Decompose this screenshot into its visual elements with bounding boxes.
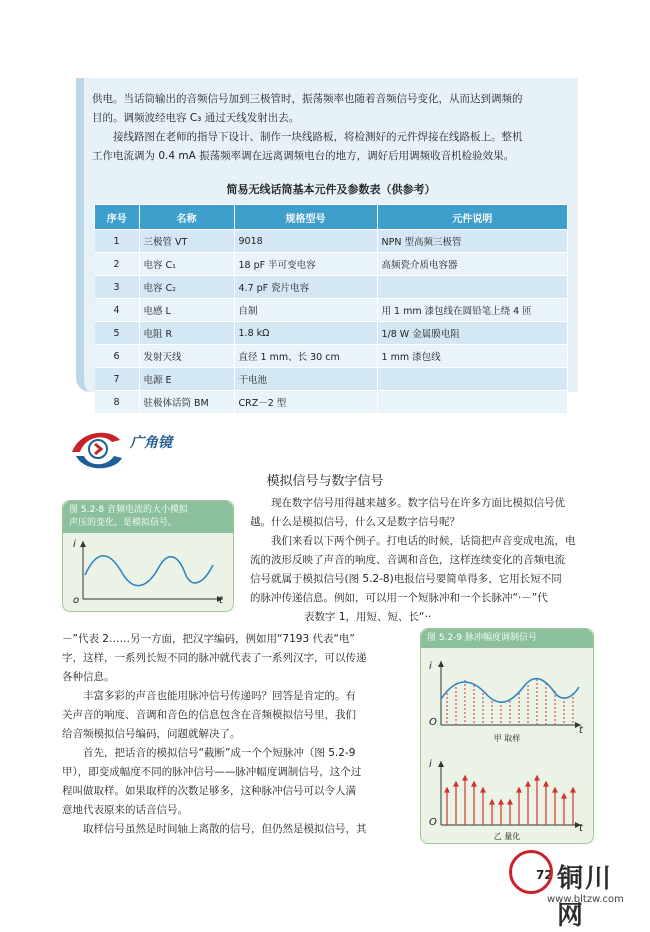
table-cell: 1 (95, 230, 140, 253)
text-line: 意地代表原来的话音信号。 (62, 804, 188, 816)
text-line: 甲），即变成幅度不同的脉冲信号——脉冲幅度调制信号，这个过 (62, 766, 362, 778)
origin-label: o (73, 595, 80, 606)
caption-line: 图 5.2-8 音频电流的大小模拟 (69, 505, 189, 515)
table-caption: 简易无线话筒基本元件及参数表（供参考） (226, 183, 436, 196)
text-line: 我们来看以下两个例子。打电话的时候，话筒把声音变成电流，电 (250, 535, 576, 547)
section-title: 模拟信号与数字信号 (266, 474, 384, 489)
table-cell: 7 (95, 368, 140, 391)
text-line: 的脉冲传递信息。例如，可以用一个短脉冲和一个长脉冲“·－”代 (250, 592, 548, 604)
figure-5-2-9 (420, 628, 594, 844)
table-cell: 电感 L (139, 299, 234, 322)
text-line: 程叫做取样。如果取样的次数足够多，这种脉冲信号可以令人满 (62, 785, 356, 797)
table-cell: 8 (95, 391, 140, 414)
origin-label: O (429, 717, 437, 728)
parts-table (94, 204, 568, 414)
table-row (95, 253, 568, 276)
text-line: 首先，把话音的模拟信号“截断”成一个个短脉冲（图 5.2-9 (62, 747, 356, 759)
text-line: 丰富多彩的声音也能用脉冲信号传递吗？回答是肯定的。有 (62, 690, 356, 702)
table-cell: 电源 E (139, 368, 234, 391)
sample-arrowhead (544, 782, 548, 786)
table-cell: 干电池 (234, 368, 377, 391)
text-line: －”代表 2……另一方面，把汉字编码，例如用“7193 代表“电” (62, 633, 355, 645)
body-text-left (62, 630, 407, 839)
table-cell: 4.7 pF 瓷片电容 (234, 276, 377, 299)
watermark-logo-icon (509, 850, 553, 894)
table-cell: 三极管 VT (139, 230, 234, 253)
text-line: 现在数字信号用得越来越多。数字信号在许多方面比模拟信号优 (250, 497, 565, 509)
intro-paragraph (92, 90, 572, 166)
x-axis-label: t (219, 595, 223, 606)
text-line: 各种信息。 (62, 671, 115, 683)
text-line: 供电。当话筒输出的音频信号加到三极管时，振荡频率也随着音频信号变化，从而达到调频的 (92, 93, 523, 105)
table-cell: 驻极体话筒 BM (139, 391, 234, 414)
sample-arrowhead (535, 776, 539, 780)
table-cell: 3 (95, 276, 140, 299)
table-cell (377, 368, 568, 391)
sample-arrowhead (517, 788, 521, 792)
table-cell (377, 276, 568, 299)
sample-arrowhead (562, 794, 566, 798)
sample-arrowhead (571, 788, 575, 792)
sample-arrowhead (526, 782, 530, 786)
x-axis-label: t (579, 823, 583, 834)
table-cell: 直径 1 mm、长 30 cm (234, 345, 377, 368)
table-cell: 用 1 mm 漆包线在圆铅笔上绕 4 匝 (377, 299, 568, 322)
figure-caption: 图 5.2-9 脉冲幅度调制信号 (421, 629, 593, 648)
table-cell: NPN 型高频三极管 (377, 230, 568, 253)
table-row (95, 299, 568, 322)
table-row (95, 391, 568, 414)
table-header-row (95, 205, 568, 230)
table-cell: 4 (95, 299, 140, 322)
table-cell: 6 (95, 345, 140, 368)
sample-arrowhead (490, 800, 494, 804)
table-cell: 18 pF 半可变电容 (234, 253, 377, 276)
sample-arrowhead (454, 782, 458, 786)
sample-arrowhead (472, 782, 476, 786)
figure-caption (63, 501, 233, 533)
table-cell: 1/8 W 金属膜电阻 (377, 322, 568, 345)
sample-arrowhead (499, 800, 503, 804)
sample-arrowhead (553, 788, 557, 792)
text-line: 关声音的响度、音调和音色的信息包含在音频模拟信号里，我们 (62, 709, 356, 721)
table-cell: 2 (95, 253, 140, 276)
sample-arrowhead (445, 788, 449, 792)
pam-signal-plot (421, 649, 593, 843)
table-cell (377, 391, 568, 414)
table-cell: 发射天线 (139, 345, 234, 368)
col-header-index: 序号 (95, 205, 140, 230)
table-cell: 电容 C₂ (139, 276, 234, 299)
text-line: 取样信号虽然是时间轴上离散的信号，但仍然是模拟信号，其 (62, 823, 367, 835)
caption-line: 声压的变化，是模拟信号。 (69, 518, 178, 528)
sample-arrowhead (481, 788, 485, 792)
experiment-panel (76, 78, 578, 409)
figure-5-2-8 (62, 500, 234, 612)
table-cell: 电容 C₁ (139, 253, 234, 276)
watermark-url: www.bltzw.com (547, 894, 624, 905)
subfigure-label: 甲 取样 (493, 734, 521, 743)
table-cell: CRZ－2 型 (234, 391, 377, 414)
x-axis-label: t (579, 725, 583, 736)
y-axis-label: i (73, 539, 76, 550)
table-row (95, 322, 568, 345)
sample-arrowhead (508, 800, 512, 804)
col-header-desc: 元件说明 (377, 205, 568, 230)
table-cell: 5 (95, 322, 140, 345)
watermark-brand: 铜川网 (557, 864, 614, 931)
table-cell: 1.8 kΩ (234, 322, 377, 345)
table-row (95, 345, 568, 368)
text-line: 目的。调频波经电容 C₃ 通过天线发射出去。 (92, 112, 300, 124)
col-header-name: 名称 (139, 205, 234, 230)
sample-arrowhead (463, 776, 467, 780)
table-row (95, 368, 568, 391)
col-header-spec: 规格型号 (234, 205, 377, 230)
site-watermark (535, 858, 639, 931)
section-badge: 广角镜 (130, 435, 172, 451)
table-cell: 9018 (234, 230, 377, 253)
analog-wave-plot (63, 535, 233, 611)
table-cell: 高频瓷介质电容器 (377, 253, 568, 276)
y-axis-label: i (429, 661, 432, 672)
table-row (95, 276, 568, 299)
table-cell: 1 mm 漆包线 (377, 345, 568, 368)
table-row (95, 230, 568, 253)
text-line: 信号就属于模拟信号(图 5.2-8)电报信号要简单得多，它用长短不同 (250, 573, 562, 585)
table-cell: 自制 (234, 299, 377, 322)
body-text-right (250, 494, 600, 627)
origin-label: O (429, 817, 437, 828)
text-line: 字，这样，一系列长短不同的脉冲就代表了一系列汉字，可以传递 (62, 652, 367, 664)
page-number: 72 (536, 868, 553, 882)
text-line: 流的波形反映了声音的响度、音调和音色，这样连续变化的音频电流 (250, 554, 565, 566)
text-line: 工作电流调为 0.4 mA 振荡频率调在远离调频电台的地方，调好后用调频收音机检验效果。 (92, 150, 515, 162)
subfigure-label: 乙 量化 (493, 832, 521, 841)
text-line: 给音频模拟信号编码，问题就解决了。 (62, 728, 241, 740)
text-line: 接线路图在老师的指导下设计、制作一块线路板，将检测好的元件焊接在线路板上。整机 (92, 131, 523, 143)
table-cell: 电阻 R (139, 322, 234, 345)
y-axis-label: i (429, 759, 432, 770)
text-line: 表数字 1，用短、短、长“·· (304, 611, 432, 623)
text-line: 越。什么是模拟信号，什么又是数字信号呢？ (250, 516, 460, 528)
